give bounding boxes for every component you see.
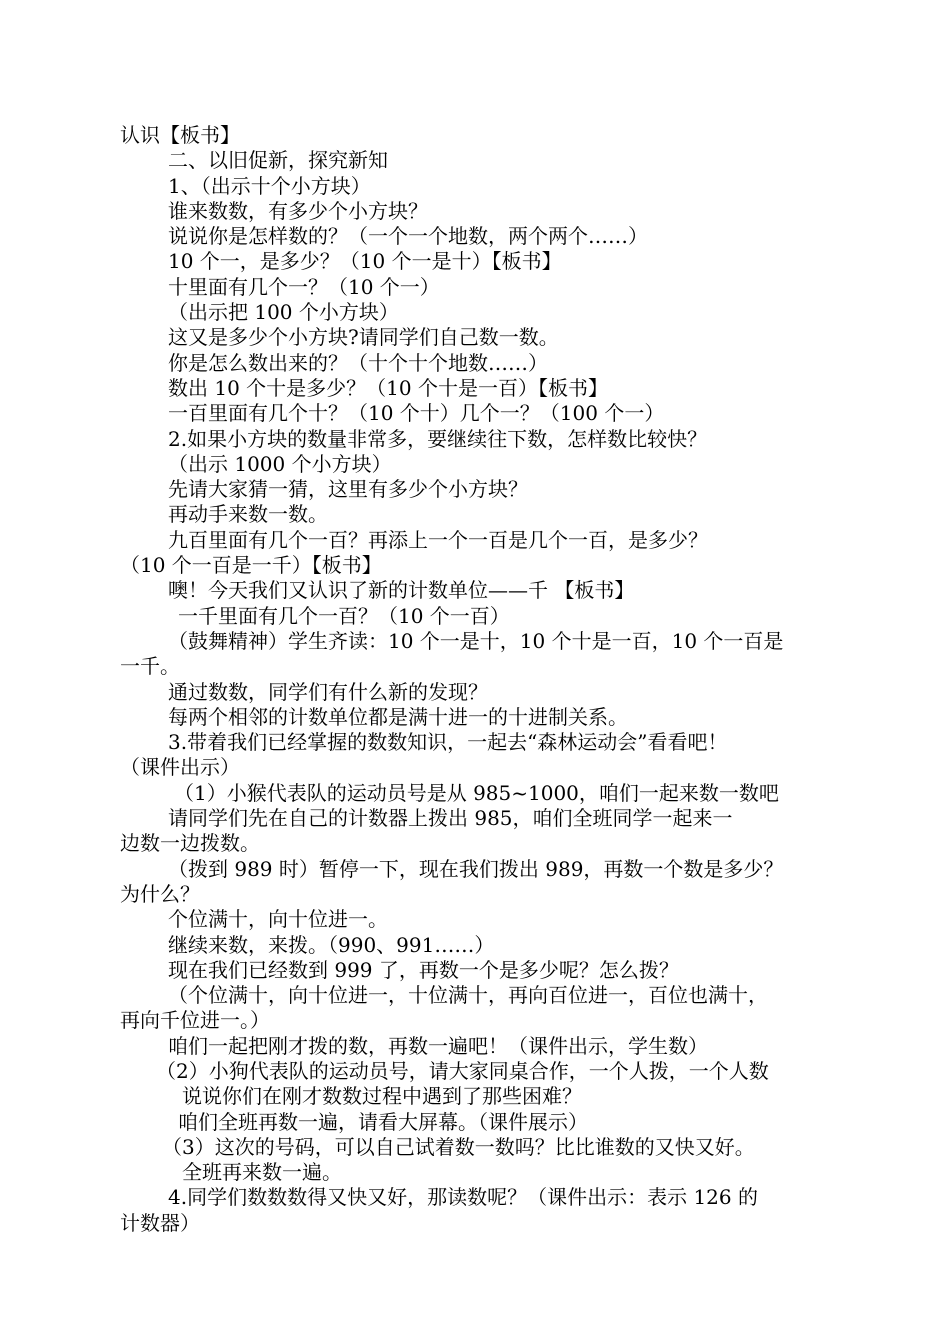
text-line: 全班再来数一遍。 — [182, 1160, 342, 1185]
text-line: 十里面有几个一？（10 个一） — [168, 274, 440, 299]
text-line: 这又是多少个小方块?请同学们自己数一数。 — [168, 325, 559, 350]
text-line: （出示把 100 个小方块） — [168, 300, 399, 325]
text-line: 现在我们已经数到 999 了，再数一个是多少呢？怎么拨？ — [168, 957, 679, 982]
text-line: 4.同学们数数数得又快又好，那读数呢？（课件出示：表示 126 的 — [168, 1185, 758, 1210]
text-line: 咱们全班再数一遍，请看大屏幕。（课件展示） — [178, 1109, 588, 1134]
text-line: 一千。 — [120, 654, 180, 679]
text-line: （1）小猴代表队的运动员号是从 985~1000，咱们一起来数一数吧 — [174, 780, 779, 805]
text-line: 个位满十，向十位进一。 — [168, 907, 388, 932]
text-line: 说说你们在刚才数数过程中遇到了那些困难？ — [182, 1084, 582, 1109]
text-line: （10 个一百是一千）【板书】 — [120, 553, 382, 578]
text-line: （3）这次的号码，可以自己试着数一数吗？比比谁数的又快又好。 — [162, 1134, 755, 1159]
text-line: （2）小狗代表队的运动员号，请大家同桌合作，一个人拨，一个人数 — [156, 1058, 769, 1083]
text-line: 谁来数数，有多少个小方块？ — [168, 198, 428, 223]
text-line: 二、以旧促新，探究新知 — [168, 148, 388, 173]
text-line: 计数器） — [120, 1210, 200, 1235]
text-line: 噢！今天我们又认识了新的计数单位——千 【板书】 — [168, 578, 635, 603]
text-line: 一千里面有几个一百？（10 个一百） — [178, 603, 510, 628]
text-line: 通过数数，同学们有什么新的发现？ — [168, 679, 488, 704]
text-line: 先请大家猜一猜，这里有多少个小方块？ — [168, 477, 528, 502]
text-line: （出示 1000 个小方块） — [168, 451, 392, 476]
text-line: （课件出示） — [120, 755, 240, 780]
text-line: 2.如果小方块的数量非常多，要继续往下数，怎样数比较快？ — [168, 426, 708, 451]
text-line: （个位满十，向十位进一，十位满十，再向百位进一，百位也满十， — [168, 983, 768, 1008]
text-line: 为什么？ — [120, 881, 200, 906]
text-line: 每两个相邻的计数单位都是满十进一的十进制关系。 — [168, 704, 628, 729]
text-line: （鼓舞精神）学生齐读：10 个一是十，10 个十是一百，10 个一百是 — [168, 628, 784, 653]
text-line: 再动手来数一数。 — [168, 502, 328, 527]
text-line: 你是怎么数出来的？（十个十个地数……） — [168, 350, 548, 375]
text-line: 1、（出示十个小方块） — [168, 173, 371, 198]
document-body — [120, 123, 840, 1236]
text-line: 继续来数，来拨。（990、991……） — [168, 932, 495, 957]
text-line: 认识【板书】 — [120, 123, 240, 147]
text-line: 10 个一，是多少？（10 个一是十）【板书】 — [168, 249, 562, 274]
text-line: 边数一边拨数。 — [120, 831, 260, 856]
text-line: 九百里面有几个一百？再添上一个一百是几个一百，是多少？ — [168, 527, 708, 552]
text-line: 3.带着我们已经掌握的数数知识，一起去“森林运动会”看看吧！ — [168, 730, 728, 755]
text-line: 数出 10 个十是多少？（10 个十是一百）【板书】 — [168, 375, 608, 400]
text-line: 咱们一起把刚才拨的数，再数一遍吧！（课件出示，学生数） — [168, 1033, 708, 1058]
text-line: 再向千位进一。） — [120, 1008, 270, 1033]
text-line: 请同学们先在自己的计数器上拨出 985，咱们全班同学一起来一 — [168, 806, 733, 831]
text-line: （拨到 989 时）暂停一下，现在我们拨出 989，再数一个数是多少？ — [168, 856, 784, 881]
text-line: 一百里面有几个十？（10 个十）几个一？（100 个一） — [168, 401, 665, 426]
text-line: 说说你是怎样数的？（一个一个地数，两个两个……） — [168, 224, 648, 249]
